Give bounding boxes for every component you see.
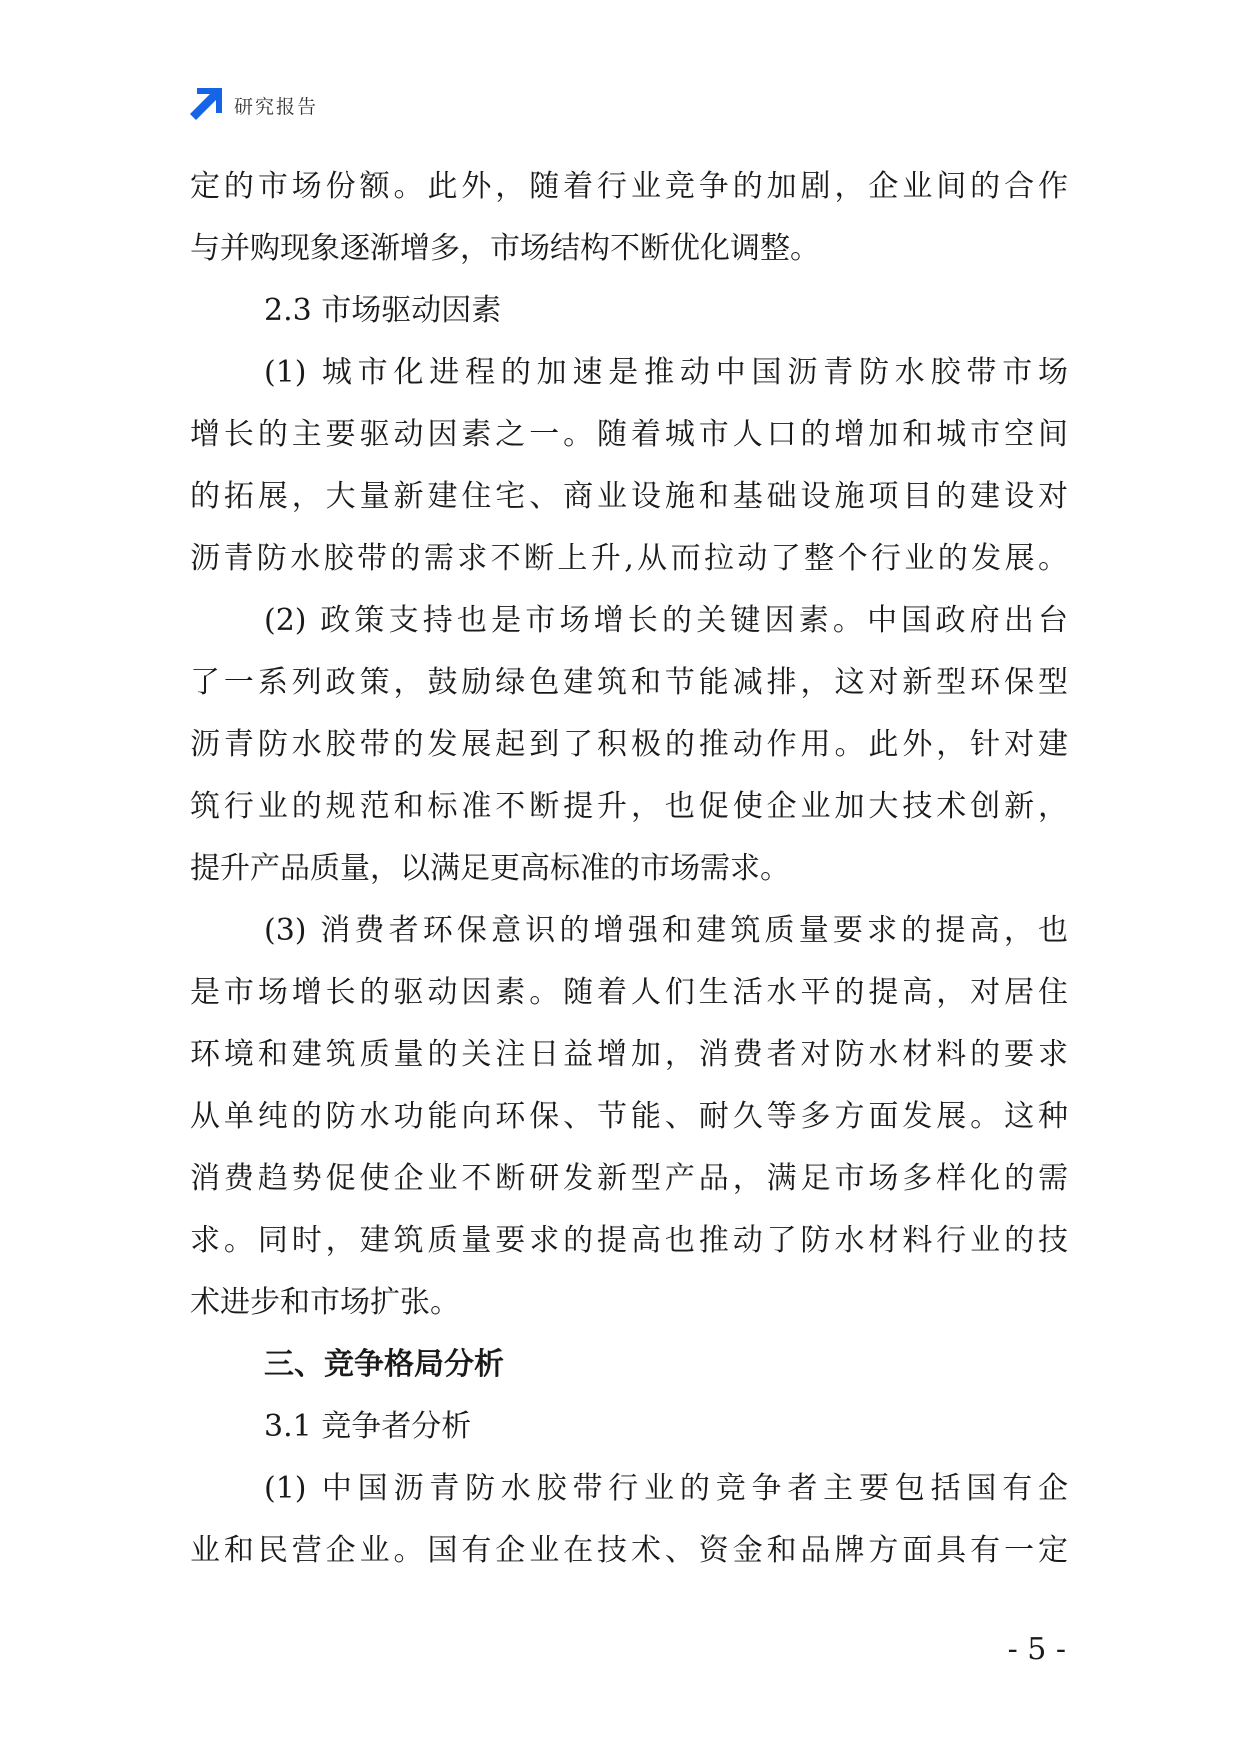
body-line: 从单纯的防水功能向环保、节能、耐久等多方面发展。这种: [190, 1099, 1068, 1134]
body-line: 求。同时，建筑质量要求的提高也推动了防水材料行业的技: [190, 1223, 1068, 1258]
body-line: 环境和建筑质量的关注日益增加，消费者对防水材料的要求: [190, 1037, 1068, 1072]
body-line: 增长的主要驱动因素之一。随着城市人口的增加和城市空间: [190, 417, 1068, 452]
section-heading-3-1: 3.1 竞争者分析: [264, 1409, 472, 1444]
body-line: 筑行业的规范和标准不断提升，也促使企业加大技术创新，: [190, 789, 1068, 824]
body-line: 提升产品质量，以满足更高标准的市场需求。: [190, 851, 790, 886]
body-line: 术进步和市场扩张。: [190, 1285, 460, 1320]
paragraph-2-start: (2) 政策支持也是市场增长的关键因素。中国政府出台: [264, 603, 1068, 638]
body-line: 与并购现象逐渐增多，市场结构不断优化调整。: [190, 231, 820, 266]
arrow-up-right-icon: [188, 88, 222, 122]
body-line: 定的市场份额。此外，随着行业竞争的加剧，企业间的合作: [190, 169, 1068, 204]
body-line: 的拓展，大量新建住宅、商业设施和基础设施项目的建设对: [190, 479, 1068, 514]
body-line: 是市场增长的驱动因素。随着人们生活水平的提高，对居住: [190, 975, 1068, 1010]
body-line: 消费趋势促使企业不断研发新型产品，满足市场多样化的需: [190, 1161, 1068, 1196]
paragraph-3-start: (3) 消费者环保意识的增强和建筑质量要求的提高，也: [264, 913, 1068, 948]
document-body: [190, 156, 1068, 1582]
body-line: 了一系列政策，鼓励绿色建筑和节能减排，这对新型环保型: [190, 665, 1068, 700]
paragraph-4-start: (1) 中国沥青防水胶带行业的竞争者主要包括国有企: [264, 1471, 1068, 1506]
body-line: 沥青防水胶带的发展起到了积极的推动作用。此外，针对建: [190, 727, 1068, 762]
paragraph-1-start: (1) 城市化进程的加速是推动中国沥青防水胶带市场: [264, 355, 1068, 390]
body-line: 业和民营企业。国有企业在技术、资金和品牌方面具有一定: [190, 1533, 1068, 1568]
chapter-heading-3: 三、竞争格局分析: [264, 1347, 504, 1382]
page-header: [188, 88, 318, 122]
header-title: 研究报告: [234, 95, 319, 118]
page-number: - 5 -: [1007, 1632, 1066, 1667]
section-heading-2-3: 2.3 市场驱动因素: [264, 293, 502, 328]
body-line: 沥青防水胶带的需求不断上升,从而拉动了整个行业的发展。: [190, 541, 1068, 576]
